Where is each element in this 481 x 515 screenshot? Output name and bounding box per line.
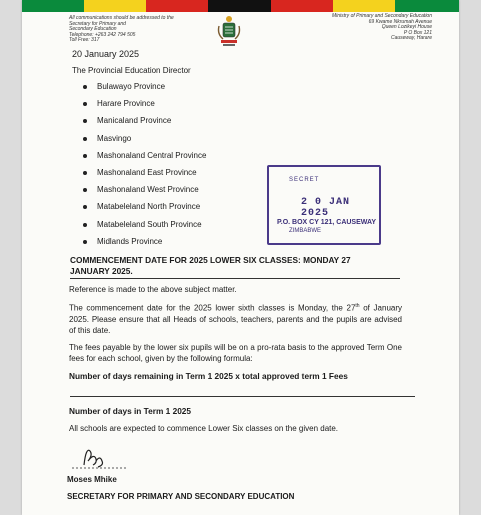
header-right-line: Queen Lozikeyi House — [381, 24, 432, 31]
province-name: Mashonaland East Province — [97, 167, 197, 177]
header-right-line: P O Box 121 — [403, 29, 432, 36]
ordinal-suffix: th — [355, 303, 360, 309]
stamp-po-box: P.O. BOX CY 121, CAUSEWAY — [277, 219, 377, 226]
list-item — [82, 149, 206, 166]
bullet-icon — [83, 137, 87, 141]
signatory-name: Moses Mhike — [67, 475, 117, 484]
bullet-icon — [83, 223, 87, 227]
province-list — [82, 80, 206, 252]
letter-page — [22, 0, 459, 515]
subject-underline — [70, 278, 400, 279]
para2-text-a: The commencement date for the 2025 lower sixth classes is Monday, the 27 — [69, 303, 356, 313]
signatory-title: SECRETARY FOR PRIMARY AND SECONDARY EDUCATION — [67, 492, 295, 501]
zimbabwe-coat-of-arms-icon — [215, 14, 243, 48]
list-item — [82, 200, 206, 217]
province-name: Manicaland Province — [97, 116, 172, 126]
header-right-line: Ministry of Primary and Secondary Education — [331, 13, 432, 19]
formula-numerator: Number of days remaining in Term 1 2025 x total approved term 1 Fees — [69, 371, 348, 381]
paragraph-fees: The fees payable by the lower six pupils will be on a pro-rata basis to the approved Term One fees for each school, given by the following formula: — [69, 343, 402, 363]
list-item — [82, 80, 206, 97]
header-left-line: Telephone: +263 242 794 505 — [69, 31, 136, 38]
para2-text-b: of January 2025. Please ensure that all Heads of schools, teachers, parents and the pupils are advised of this date. — [69, 303, 403, 335]
province-name: Masvingo — [97, 133, 132, 143]
bullet-icon — [83, 119, 87, 123]
subject-heading — [70, 255, 400, 277]
list-item — [82, 218, 206, 235]
header-right-line: Causeway, Harare — [390, 35, 432, 42]
list-item — [82, 114, 206, 131]
stamp-date: 2 0 JAN 2025 — [301, 197, 351, 219]
header-left-line: Secretary for Primary and — [69, 20, 126, 27]
received-date-stamp — [267, 165, 381, 245]
stamp-heading: SECRET — [289, 177, 320, 183]
handwritten-signature — [70, 443, 130, 473]
province-name: Matabeleland South Province — [97, 219, 202, 229]
province-name: Harare Province — [97, 99, 155, 109]
province-name: Mashonaland Central Province — [97, 150, 207, 160]
flag-color-strip — [22, 0, 459, 12]
paragraph-commencement — [69, 301, 402, 336]
header-left-line: Secondary Education — [69, 26, 117, 33]
header-right-line: 69 Kwame Nkrumah Avenue — [368, 18, 432, 25]
province-name: Mashonaland West Province — [97, 185, 199, 195]
bullet-icon — [83, 171, 87, 175]
province-name: Bulawayo Province — [97, 82, 166, 91]
addressee: The Provincial Education Director — [72, 66, 191, 75]
bullet-icon — [83, 240, 87, 244]
formula-denominator: Number of days in Term 1 2025 — [69, 406, 192, 416]
paragraph-closing: All schools are expected to commence Lower Six classes on the given date. — [69, 424, 339, 433]
header-left-line: All communications should be addressed to the — [69, 15, 174, 21]
paragraph-reference: Reference is made to the above subject matter. — [69, 285, 237, 294]
subject-line: JANUARY 2025. — [70, 266, 133, 276]
province-name: Midlands Province — [97, 236, 163, 246]
list-item — [82, 183, 206, 200]
bullet-icon — [83, 85, 87, 89]
bullet-icon — [83, 188, 87, 192]
header-left-contact — [69, 16, 189, 44]
stamp-country: ZIMBABWE — [289, 228, 322, 234]
province-name: Matabeleland North Province — [97, 202, 201, 212]
list-item — [82, 97, 206, 114]
bullet-icon — [83, 102, 87, 106]
subject-line: COMMENCEMENT DATE FOR 2025 LOWER SIX CLASSES: MONDAY 27 — [70, 255, 351, 265]
header-right-address — [262, 14, 432, 42]
formula-division-line — [70, 396, 415, 397]
list-item — [82, 166, 206, 183]
header-left-line: Toll Free: 317 — [69, 37, 100, 44]
bullet-icon — [83, 154, 87, 158]
letter-date: 20 January 2025 — [72, 49, 140, 59]
list-item — [82, 132, 206, 149]
bullet-icon — [83, 205, 87, 209]
list-item — [82, 235, 206, 252]
